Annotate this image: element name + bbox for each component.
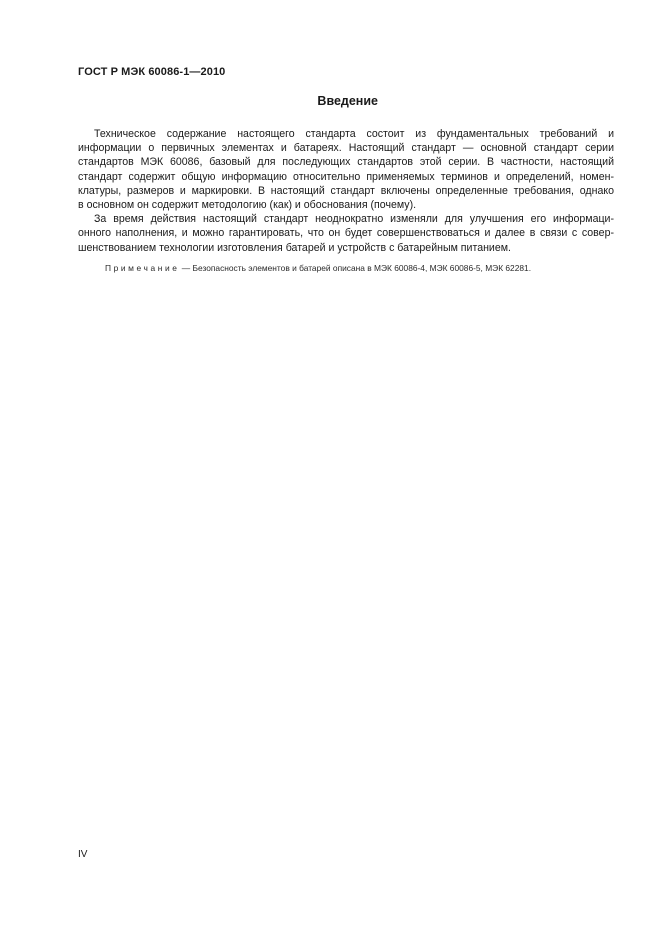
document-code: ГОСТ Р МЭК 60086-1—2010 xyxy=(78,66,226,78)
text-line: информации о первичных элементах и батареях. Настоящий стандарт — основной стандарт серии xyxy=(78,142,614,155)
paragraph xyxy=(78,127,614,212)
body-text xyxy=(78,127,614,273)
note xyxy=(78,263,614,273)
text-line: шенствованием технологии изготовления батарей и устройств с батарейным питанием. xyxy=(78,241,511,254)
text-line: За время действия настоящий стандарт неоднократно изменяли для улучшения его информаци- xyxy=(94,213,614,226)
text-line: клатуры, размеров и маркировки. В настоящий стандарт включены определенные требования, однако xyxy=(78,184,614,197)
text-line: в основном он содержит методологию (как) и обоснования (почему). xyxy=(78,199,417,212)
text-line: онного наполнения, и можно гарантировать, что он будет совершенствоваться и далее в связи с совер- xyxy=(78,227,614,240)
page-number: IV xyxy=(78,849,88,860)
section-title: Введение xyxy=(317,94,378,108)
text-line: Техническое содержание настоящего стандарта состоит из фундаментальных требований и xyxy=(94,128,614,140)
note-text: — Безопасность элементов и батарей описана в МЭК 60086-4, МЭК 60086-5, МЭК 62281. xyxy=(179,262,532,273)
paragraph xyxy=(78,212,614,255)
text-line: стандартов МЭК 60086, базовый для последующих стандартов этой серии. В частности, настоящий xyxy=(78,156,614,169)
text-line: стандарт содержит общую информацию относительно применяемых терминов и определений, номен- xyxy=(78,170,614,183)
note-label: Примечание xyxy=(105,262,180,273)
